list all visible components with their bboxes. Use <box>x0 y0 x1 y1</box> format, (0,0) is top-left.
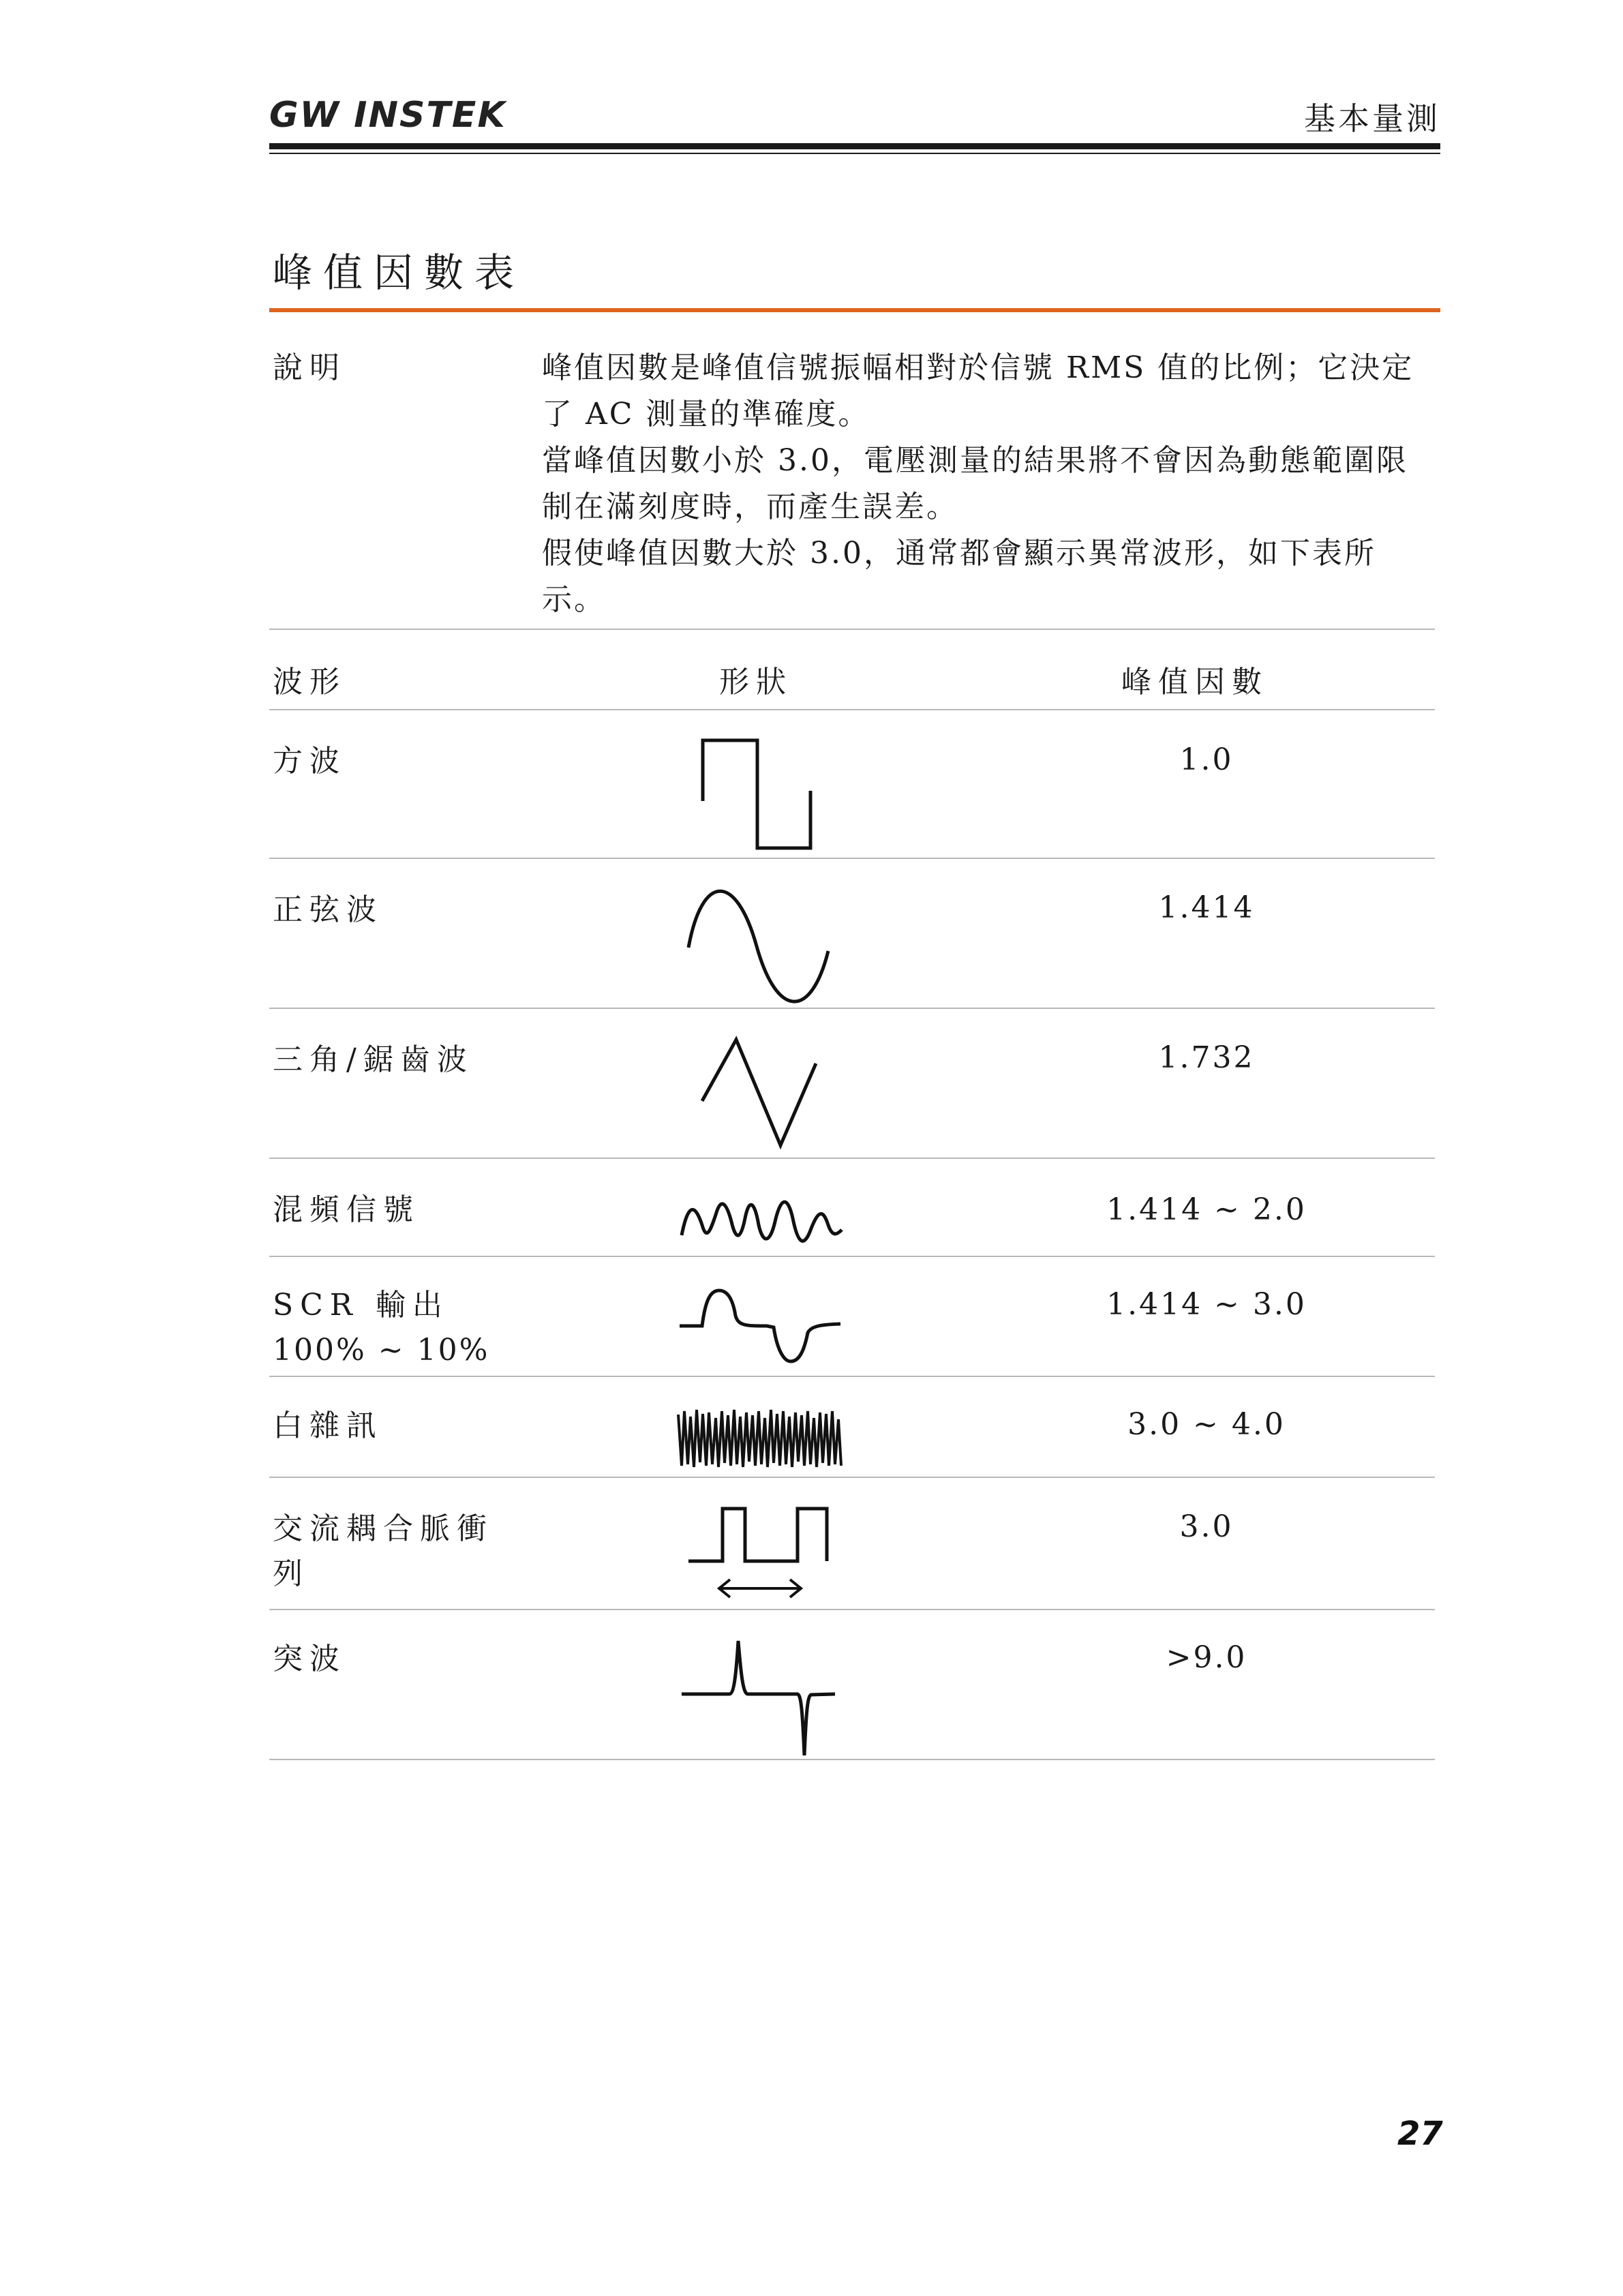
triangle-wave-icon <box>699 1036 818 1149</box>
row-name-scr-line2: 100% ~ 10% <box>273 1333 490 1368</box>
page-title: 峰值因數表 <box>273 250 526 296</box>
row-name-square: 方波 <box>273 744 346 779</box>
table-bottom-rule <box>269 1759 1435 1760</box>
crest-factor-triangle: 1.732 <box>1158 1040 1255 1075</box>
crest-factor-sine: 1.414 <box>1158 890 1255 925</box>
gwinstek-logo: GW INSTEK <box>269 95 506 136</box>
table-row-rule <box>269 1376 1435 1377</box>
table-row-rule <box>269 1609 1435 1610</box>
description-paragraph: 假使峰值因數大於 3.0，通常都會顯示異常波形，如下表所示。 <box>542 536 1376 617</box>
ac-pulse-train-icon <box>685 1503 838 1602</box>
crest-factor-ac-pulse: 3.0 <box>1179 1509 1234 1544</box>
column-header-crest-factor: 峰值因數 <box>1121 665 1269 699</box>
crest-factor-square: 1.0 <box>1179 742 1234 777</box>
description-paragraph: 峰值因數是峰值信號振幅相對於信號 RMS 值的比例；它決定了 AC 測量的準確度。 <box>542 350 1414 432</box>
scr-output-icon <box>678 1285 842 1370</box>
title-underline <box>269 308 1440 312</box>
header-rule-thin <box>269 153 1440 154</box>
table-row-rule <box>269 858 1435 859</box>
column-header-shape: 形狀 <box>719 665 793 699</box>
row-name-mixed: 混頻信號 <box>273 1192 420 1227</box>
description-text <box>542 345 1428 623</box>
table-header-rule <box>269 709 1435 710</box>
crest-factor-scr: 1.414 ~ 3.0 <box>1106 1287 1307 1322</box>
white-noise-icon <box>675 1404 845 1472</box>
column-header-waveform: 波形 <box>273 665 346 699</box>
table-row-rule <box>269 1256 1435 1257</box>
crest-factor-spike: >9.0 <box>1166 1640 1247 1675</box>
row-name-triangle: 三角/鋸齒波 <box>273 1042 474 1077</box>
crest-factor-white-noise: 3.0 ~ 4.0 <box>1127 1407 1286 1442</box>
square-wave-icon <box>699 736 815 856</box>
description-label: 說明 <box>273 350 346 385</box>
row-name-white-noise: 白雜訊 <box>273 1408 383 1443</box>
table-top-rule <box>269 629 1435 630</box>
spike-icon <box>678 1633 838 1762</box>
section-header: 基本量測 <box>1304 100 1440 137</box>
sine-wave-icon <box>685 886 832 1006</box>
header-rule <box>269 143 1440 149</box>
table-row-rule <box>269 1008 1435 1009</box>
table-row-rule <box>269 1477 1435 1478</box>
mixed-frequency-icon <box>678 1188 845 1252</box>
row-name-sine: 正弦波 <box>273 892 383 927</box>
crest-factor-mixed: 1.414 ~ 2.0 <box>1106 1192 1307 1227</box>
row-name-ac-pulse-line2: 列 <box>273 1556 309 1591</box>
row-name-scr-line1: SCR 輸出 <box>273 1288 449 1323</box>
page-number: 27 <box>1397 2115 1443 2153</box>
row-name-ac-pulse-line1: 交流耦合脈衝 <box>273 1511 494 1546</box>
row-name-spike: 突波 <box>273 1642 346 1676</box>
description-paragraph: 當峰值因數小於 3.0，電壓測量的結果將不會因為動態範圍限制在滿刻度時，而產生誤差。 <box>542 443 1408 524</box>
table-row-rule <box>269 1158 1435 1159</box>
row-name-scr <box>273 1283 489 1373</box>
row-name-ac-pulse <box>273 1507 494 1597</box>
